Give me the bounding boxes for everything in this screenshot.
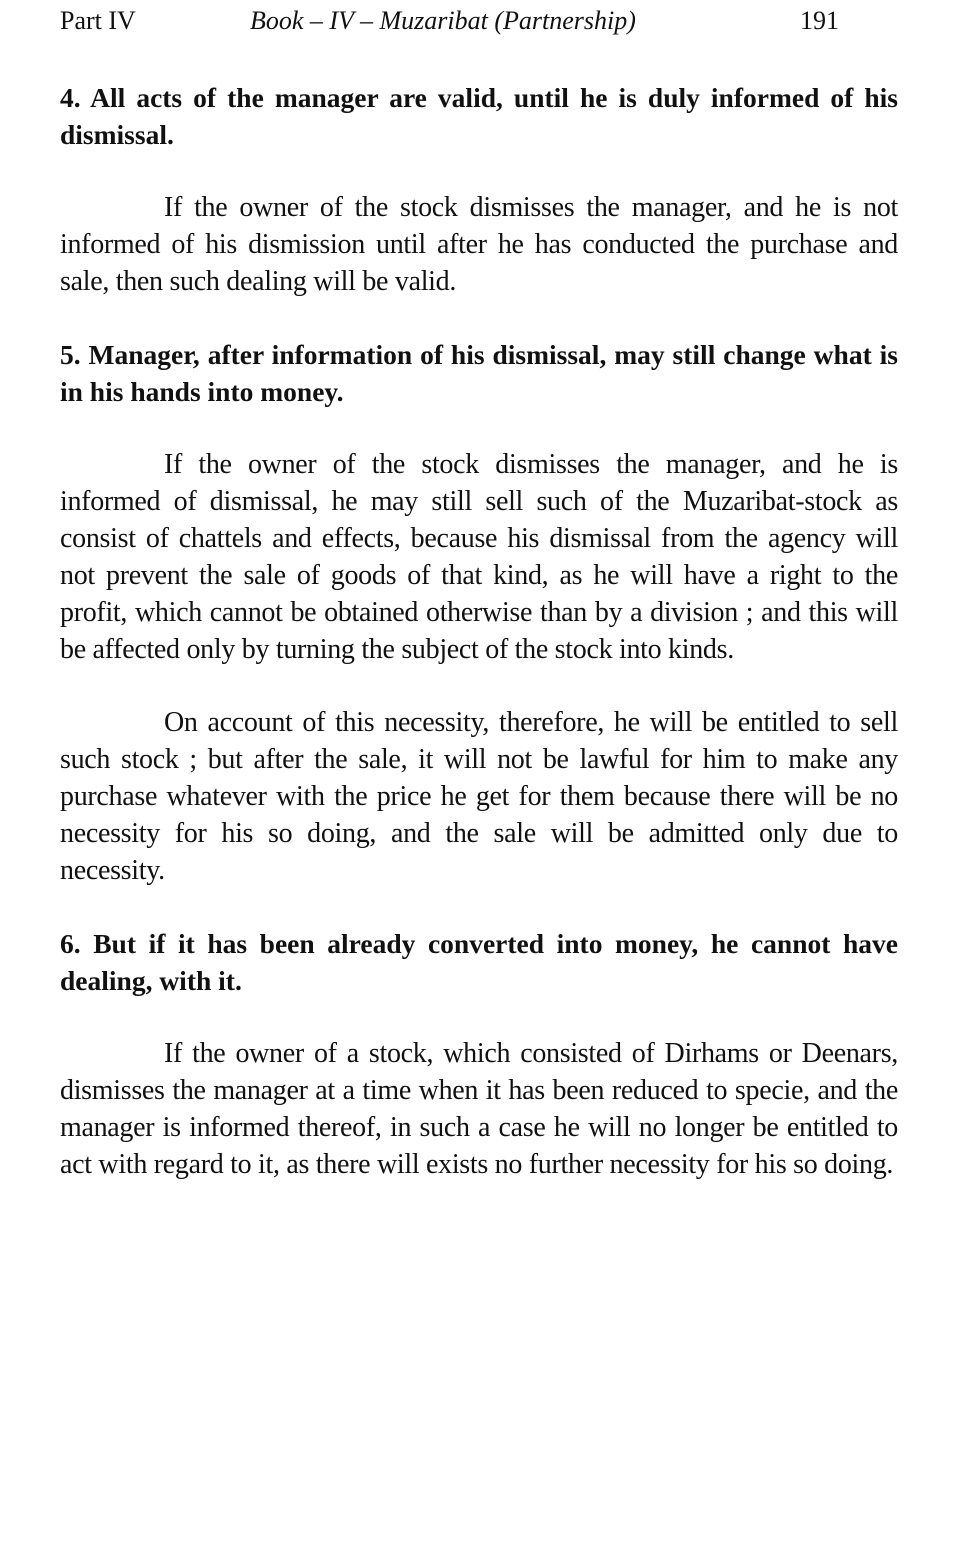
document-page bbox=[60, 0, 898, 1183]
page-number: 191 bbox=[800, 6, 839, 35]
book-title: Book – IV – Muzaribat (Partnership) bbox=[250, 6, 636, 35]
section-5-paragraph-2: On account of this necessity, therefore, he will be entitled to sell such stock ; but after the sale, it will not be lawful for him to make any purchase whatever with the price he get for them because there will be no necessity for his so doing, and the sale will be admitted only due to necessity. bbox=[60, 707, 898, 886]
section-6-paragraph: If the owner of a stock, which consisted of Dirhams or Deenars, dismisses the manager at a time when it has been reduced to specie, and the manager is informed thereof, in such a case he will no longer be entitled to act with regard to it, as there will exists no further necessity for his so doing. bbox=[60, 1038, 898, 1180]
section-heading-4: 4. All acts of the manager are valid, until he is duly informed of his dismissal. bbox=[60, 82, 898, 150]
section-5-paragraph-1: If the owner of the stock dismisses the manager, and he is informed of dismissal, he may still sell such of the Muzaribat-stock as consist of chattels and effects, because his dismissal from the agency will not prevent the sale of goods of that kind, as he will have a right to the profit, which cannot be obtained otherwise than by a division ; and this will be affected only by turning the subject of the stock into kinds. bbox=[60, 449, 898, 665]
section-heading-6: 6. But if it has been already converted into money, he cannot have dealing, with it. bbox=[60, 928, 898, 996]
section-heading-5: 5. Manager, after information of his dismissal, may still change what is in his hands into money. bbox=[60, 339, 898, 407]
section-4-paragraph: If the owner of the stock dismisses the manager, and he is not informed of his dismission until after he has conducted the purchase and sale, then such dealing will be valid. bbox=[60, 192, 898, 297]
part-label: Part IV bbox=[60, 6, 136, 35]
running-header bbox=[60, 0, 898, 44]
